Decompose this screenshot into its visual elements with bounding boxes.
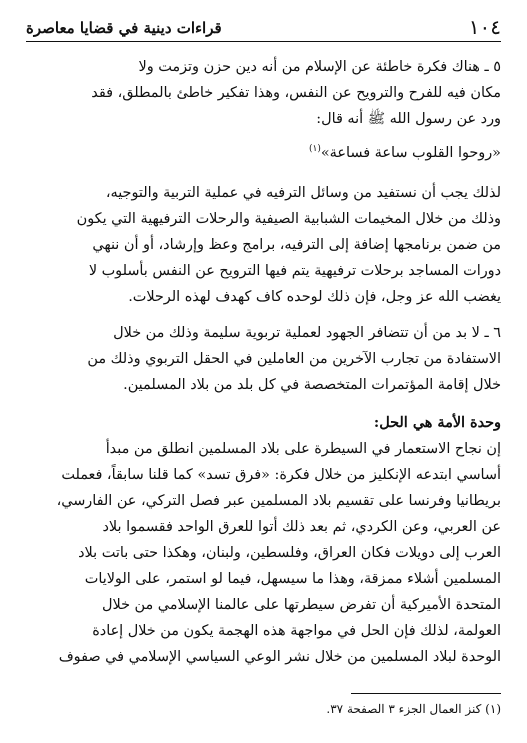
footnote-divider [351, 693, 501, 694]
paragraph-line: من ضمن برنامجها إضافة إلى الترفيه، برامج وعظ وإرشاد، أو أن ننهي [92, 237, 501, 253]
paragraph-line: العولمة، لذلك فإن الحل في مواجهة هذه الهجمة يكون من خلال إعادة [92, 623, 501, 639]
paragraph-line: خلال إقامة المؤتمرات المتخصصة في كل بلد من بلاد المسلمين. [123, 377, 501, 393]
paragraph-unity [26, 436, 501, 670]
paragraph-point-6 [26, 320, 501, 398]
paragraph-line: العرب إلى دويلات فكان العراق، وفلسطين، ولبنان، وهكذا حتى باتت بلاد [78, 545, 501, 561]
paragraph-line: يغضب الله عز وجل، فإن ذلك لوحده كاف كهدف لهذه الرحلات. [128, 289, 501, 305]
paragraph-line: لذلك يجب أن نستفيد من وسائل الترفيه في عملية التربية والتوجيه، [105, 185, 501, 201]
paragraph-point-5-line-3: ورد عن رسول الله ﷺ أنه قال: [316, 111, 501, 127]
paragraph-point-5-line-2: مكان فيه للفرح والترويح عن النفس، وهذا تفكير خاطئ بالمطلق، فقد [91, 85, 501, 101]
paragraph-line: عن العربي، وعن الكردي، ثم بعد ذلك أتوا للعرق الواحد فقسموا بلاد [102, 519, 501, 535]
paragraph-point-5-line-1: ٥ ـ هناك فكرة خاطئة عن الإسلام من أنه دين حزن وتزمت ولا [138, 59, 501, 75]
paragraph-line: المسلمين أشلاء ممزقة، وهذا ما سيسهل، فيما لو استمر، على الولايات [84, 571, 501, 587]
page-header [26, 6, 501, 42]
paragraph-line: ٦ ـ لا بد من أن تتضافر الجهود لعملية تربوية سليمة وذلك من خلال [113, 325, 501, 341]
paragraph-line: الوحدة لبلاد المسلمين من خلال نشر الوعي السياسي الإسلامي في صفوف [58, 649, 501, 665]
running-title: قراءات دينية في قضايا معاصرة [26, 19, 222, 37]
paragraph-recreation [26, 180, 501, 310]
paragraph-line: الاستفادة من تجارب الآخرين من العاملين في الحقل التربوي وذلك من [87, 351, 501, 367]
paragraph-line: وذلك من خلال المخيمات الشبابية الصيفية والرحلات الترفيهية التي يكون [76, 211, 501, 227]
paragraph-line: أساسي ابتدعه الإنكليز من خلال فكرة: «فرق تسد» كما قلنا سابقاً، فعملت [61, 467, 501, 483]
footnote: (١) كنز العمال الجزء ٣ الصفحة ٣٧. [326, 702, 501, 716]
paragraph-line: إن نجاح الاستعمار في السيطرة على بلاد المسلمين انطلق من مبدأ [105, 441, 501, 457]
footnote-reference: (١) [309, 144, 321, 155]
page-body [26, 54, 501, 670]
page-number: ١٠٤ [468, 15, 501, 39]
section-heading: وحدة الأمة هي الحل: [373, 414, 501, 431]
hadith-quote-line [26, 140, 501, 166]
paragraph-line: بريطانيا وفرنسا على تقسيم بلاد المسلمين عبر فصل التركي، عن الفارسي، [56, 493, 501, 509]
paragraph-line: المتحدة الأميركية أن تفرض سيطرتها على عالمنا الإسلامي من خلال [102, 597, 501, 613]
paragraph-line: دورات المساجد برحلات ترفيهية يتم فيها الترويح عن النفس بأسلوب لا [88, 263, 501, 279]
hadith-quote: «روحوا القلوب ساعة فساعة» [320, 145, 501, 161]
